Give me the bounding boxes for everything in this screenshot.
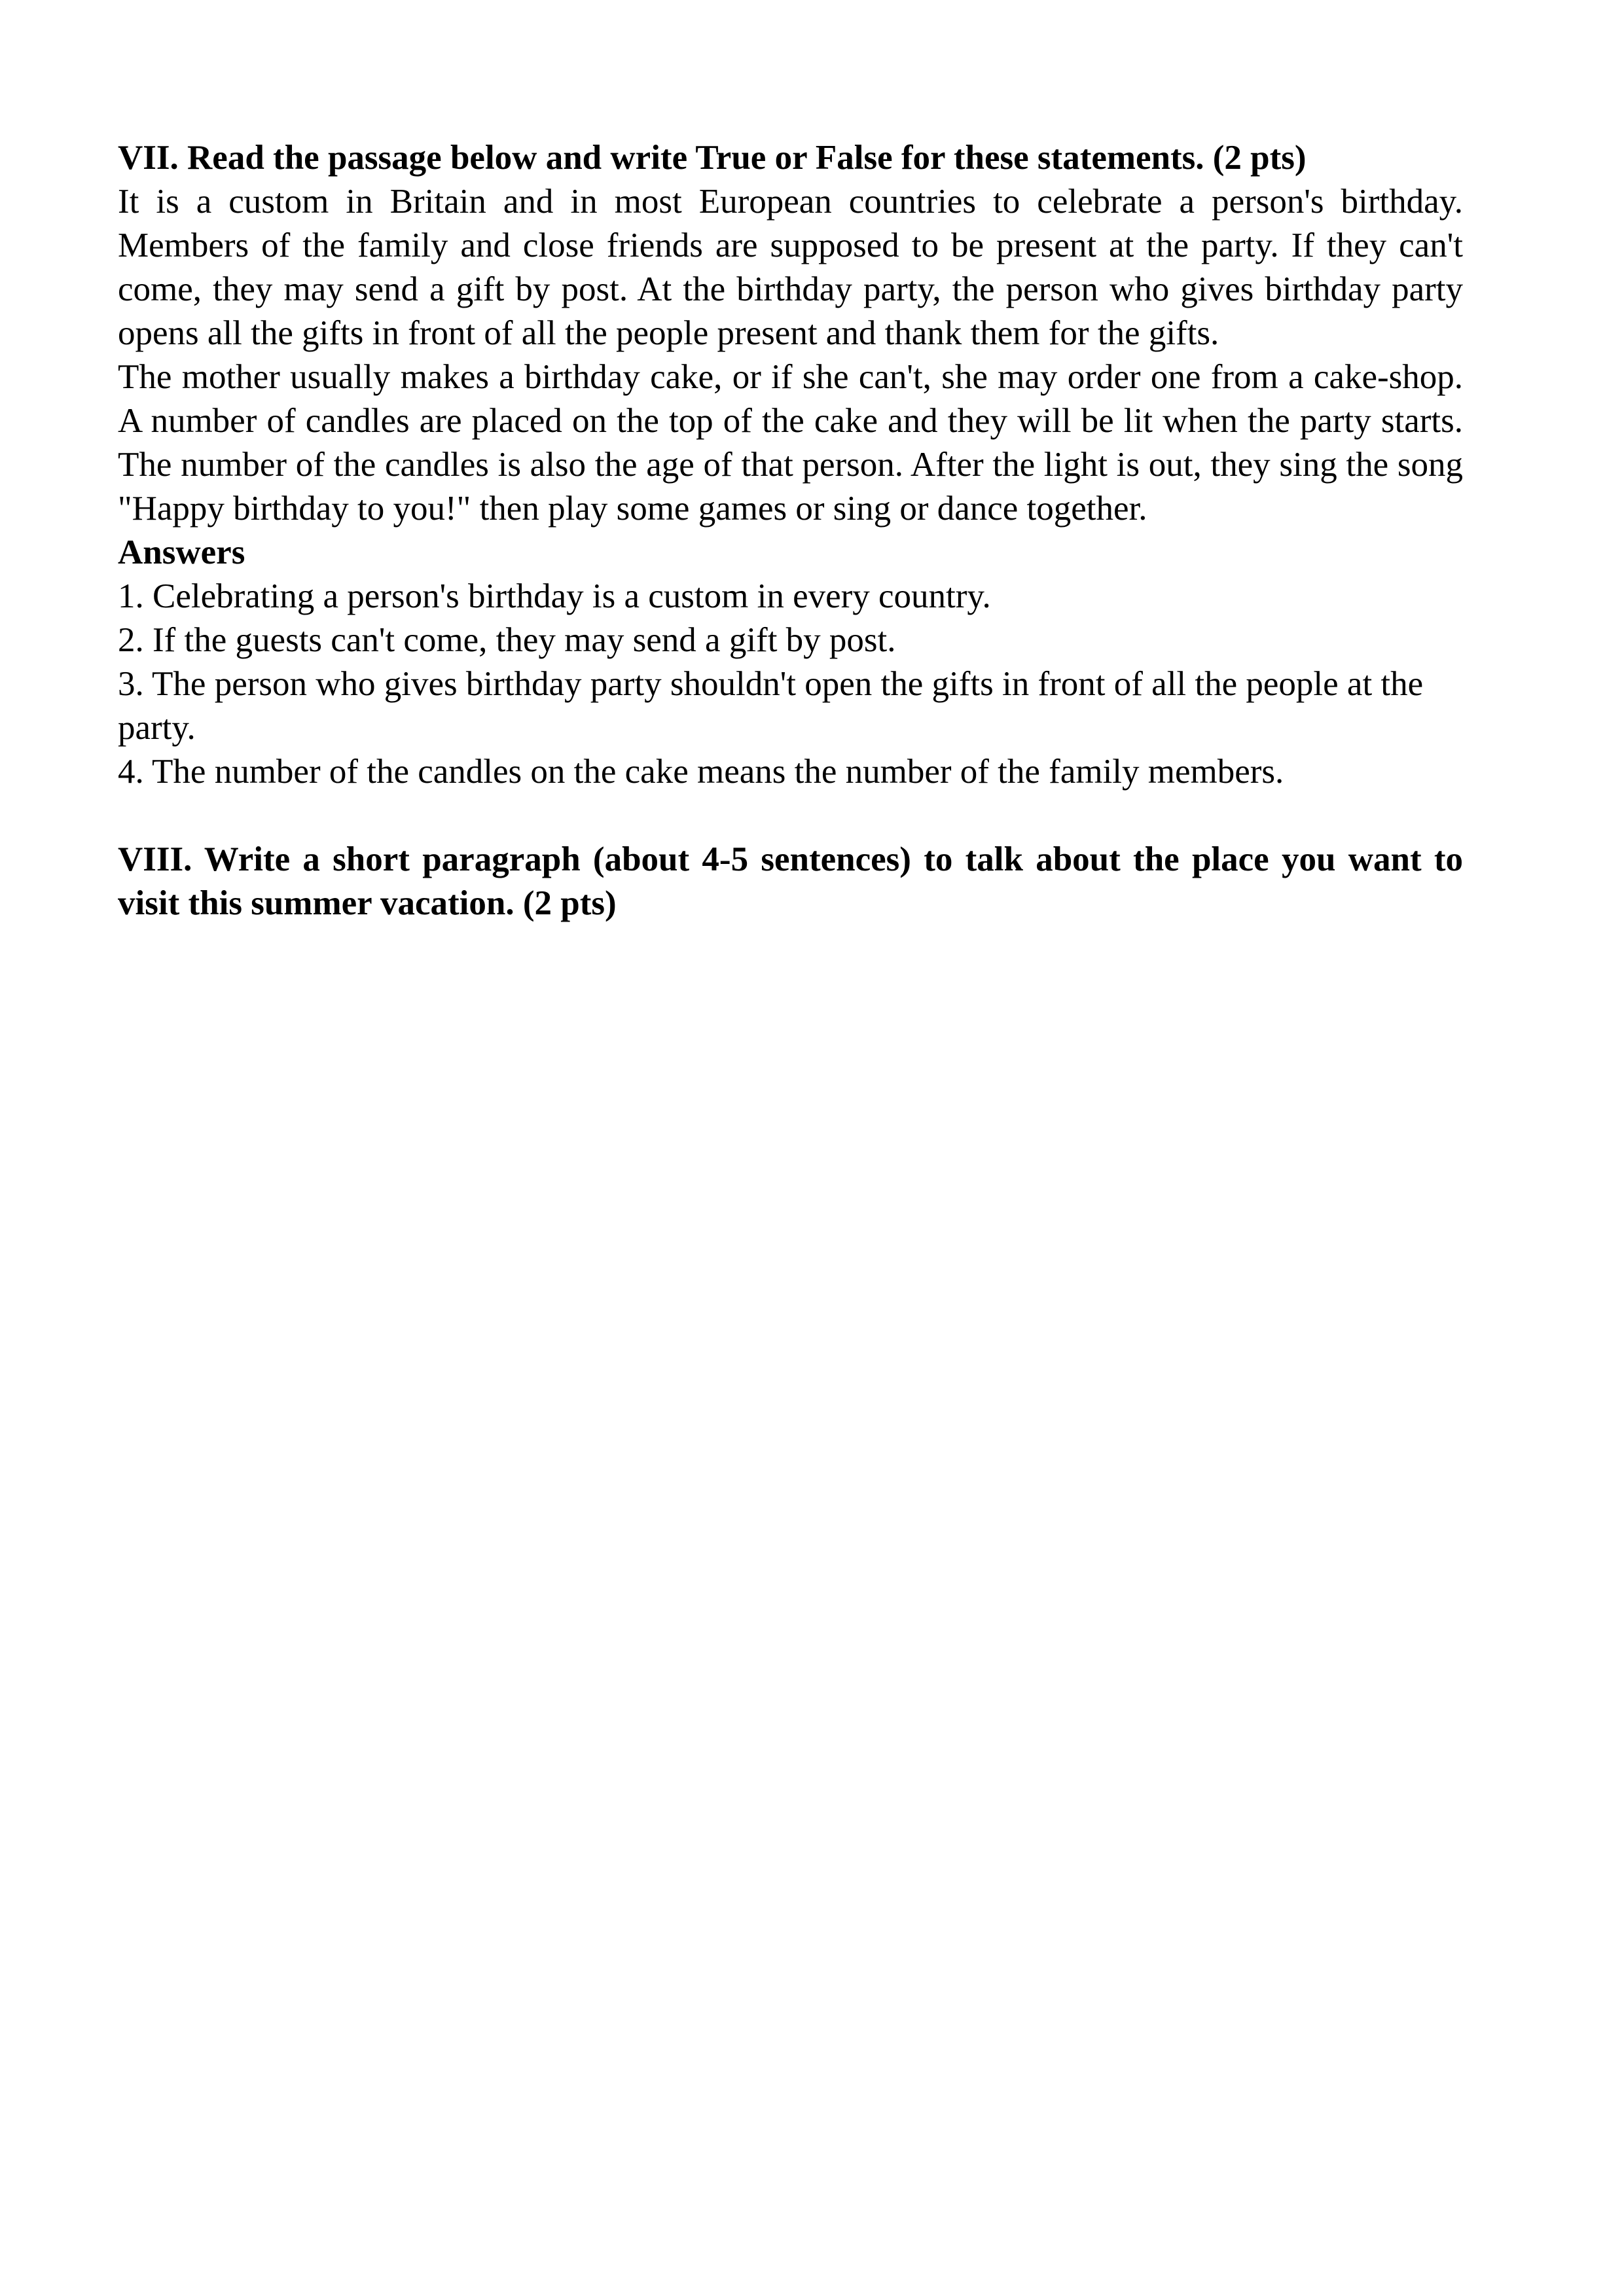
passage-paragraph-2: The mother usually makes a birthday cake, or if she can't, she may order one from a cake-shop. A number of candles are placed on the top of the cake and they will be lit when the party starts. The number of the candles is also the age of that person. After the light is out, they sing the song "Happy birthday to you!" then play some games or sing or dance together.	[118, 358, 1463, 528]
answer-item-2: 2. If the guests can't come, they may send a gift by post.	[118, 621, 896, 659]
document-content	[118, 136, 1463, 925]
answer-item-1: 1. Celebrating a person's birthday is a custom in every country.	[118, 577, 991, 615]
section-viii-heading: VIII. Write a short paragraph (about 4-5 sentences) to talk about the place you want to visit this summer vacation. (2 pts)	[118, 840, 1463, 922]
section-vii-heading: VII. Read the passage below and write True or False for these statements. (2 pts)	[118, 139, 1307, 177]
passage-paragraph-1: It is a custom in Britain and in most European countries to celebrate a person's birthday. Members of the family and close friends are supposed to be present at the party. If they can't come, they may send a gift by post. At the birthday party, the person who gives birthday party opens all the gifts in front of all the people present and thank them for the gifts.	[118, 183, 1463, 352]
answer-item-3: 3. The person who gives birthday party shouldn't open the gifts in front of all the people at the party.	[118, 665, 1424, 747]
answers-label: Answers	[118, 533, 245, 571]
answer-item-4: 4. The number of the candles on the cake means the number of the family members.	[118, 753, 1284, 791]
